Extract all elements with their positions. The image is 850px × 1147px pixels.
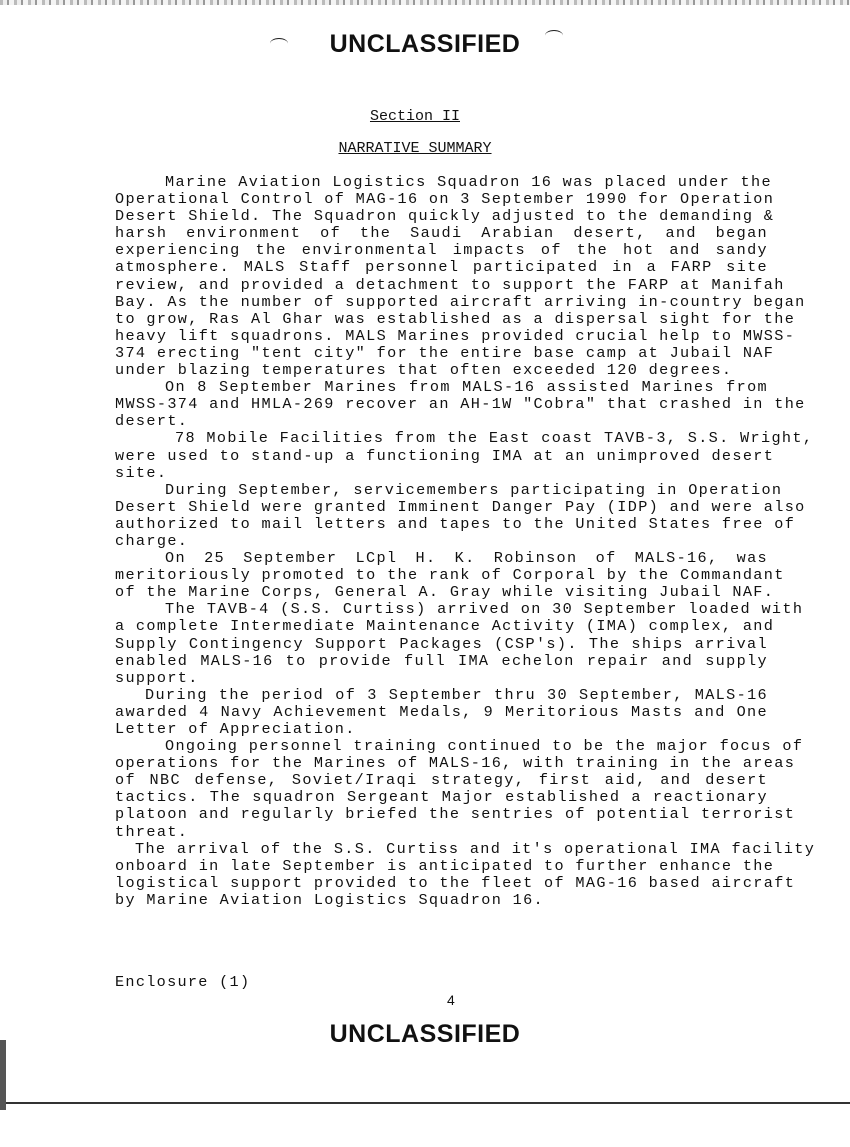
text-line: 78 Mobile Facilities from the East coast TAVB-3, S.S. Wright, xyxy=(175,429,814,448)
classification-header: UNCLASSIFIED xyxy=(329,30,521,58)
text-line: under blazing temperatures that often exceeded 120 degrees. xyxy=(115,361,733,380)
text-line: of the Marine Corps, General A. Gray while visiting Jubail NAF. xyxy=(115,583,775,602)
paragraph xyxy=(115,839,816,909)
text-line: heavy lift squadrons. MALS Marines provided crucial help to MWSS- xyxy=(115,326,796,345)
paragraph xyxy=(115,687,768,738)
text-line: Letter of Appreciation. xyxy=(115,720,356,738)
text-line: During September, servicemembers participating in Operation xyxy=(165,480,783,499)
scan-bottom-edge xyxy=(0,1102,850,1104)
text-line: logistical support provided to the fleet of MAG-16 based aircraft xyxy=(115,873,796,892)
text-line: harsh environment of the Saudi Arabian desert, and began xyxy=(115,224,768,243)
text-line: of NBC defense, Soviet/Iraqi strategy, first aid, and desert xyxy=(115,771,768,790)
classification-footer: UNCLASSIFIED xyxy=(329,1020,521,1048)
text-line: MWSS-374 and HMLA-269 recover an AH-1W "Cobra" that crashed in the xyxy=(115,395,806,414)
text-line: On 25 September LCpl H. K. Robinson of MALS-16, was xyxy=(165,549,768,568)
text-line: charge. xyxy=(115,531,189,550)
text-line: Desert Shield were granted Imminent Danger Pay (IDP) and were also xyxy=(115,497,806,516)
text-line: authorized to mail letters and tapes to the United States free of xyxy=(115,514,796,533)
text-line: On 8 September Marines from MALS-16 assisted Marines from xyxy=(165,378,768,397)
text-line: threat. xyxy=(115,822,189,841)
text-line: Ongoing personnel training continued to be the major focus of xyxy=(165,737,804,756)
paragraph xyxy=(115,429,814,482)
text-line: operations for the Marines of MALS-16, with training in the areas xyxy=(115,754,796,773)
page-number: 4 xyxy=(447,992,455,1008)
text-line: onboard in late September is anticipated to further enhance the xyxy=(115,856,775,875)
text-line: meritoriously promoted to the rank of Corporal by the Commandant xyxy=(115,566,785,585)
text-line: a complete Intermediate Maintenance Activity (IMA) complex, and xyxy=(115,617,775,636)
paragraph xyxy=(115,549,785,602)
text-line: desert. xyxy=(115,412,189,431)
text-line: review, and provided a detachment to support the FARP at Manifah xyxy=(115,275,785,294)
text-line: The TAVB-4 (S.S. Curtiss) arrived on 30 September loaded with xyxy=(165,600,804,619)
paragraph xyxy=(115,378,806,431)
text-line: Desert Shield. The Squadron quickly adjusted to the demanding & xyxy=(115,207,775,226)
text-line: Marine Aviation Logistics Squadron 16 was placed under the xyxy=(165,173,772,191)
text-line: 374 erecting "tent city" for the entire base camp at Jubail NAF xyxy=(115,343,775,362)
text-line: The arrival of the S.S. Curtiss and it's operational IMA facility xyxy=(135,839,816,858)
text-line: tactics. The squadron Sergeant Major established a reactionary xyxy=(115,788,768,807)
text-line: Supply Contingency Support Packages (CSP's). The ships arrival xyxy=(115,634,768,653)
text-line: support. xyxy=(115,668,199,687)
scan-top-edge xyxy=(0,0,850,5)
text-line: platoon and regularly briefed the sentries of potential terrorist xyxy=(115,805,796,824)
text-line: by Marine Aviation Logistics Squadron 16. xyxy=(115,890,545,909)
text-line: to grow, Ras Al Ghar was established as a dispersal sight for the xyxy=(115,309,796,328)
narrative-body xyxy=(115,173,816,909)
text-line: Bay. As the number of supported aircraft arriving in-country began xyxy=(115,292,806,311)
paragraph xyxy=(115,480,806,550)
enclosure-label: Enclosure (1) xyxy=(115,973,251,991)
scan-left-edge xyxy=(0,1040,6,1110)
paragraph xyxy=(115,173,806,380)
narrative-title: NARRATIVE SUMMARY xyxy=(338,140,492,157)
text-line: atmosphere. MALS Staff personnel participated in a FARP site xyxy=(115,258,768,277)
text-line: were used to stand-up a functioning IMA at an unimproved desert xyxy=(115,446,775,465)
text-line: Operational Control of MAG-16 on 3 September 1990 for Operation xyxy=(115,190,775,209)
text-line: awarded 4 Navy Achievement Medals, 9 Meritorious Masts and One xyxy=(115,702,768,721)
text-line: During the period of 3 September thru 30 September, MALS-16 xyxy=(145,685,768,704)
text-line: experiencing the environmental impacts of the hot and sandy xyxy=(115,241,768,260)
section-title: Section II xyxy=(369,108,460,125)
text-line: enabled MALS-16 to provide full IMA echelon repair and supply xyxy=(115,651,768,670)
text-line: site. xyxy=(115,463,168,482)
paragraph xyxy=(115,600,804,687)
paragraph xyxy=(115,737,804,841)
